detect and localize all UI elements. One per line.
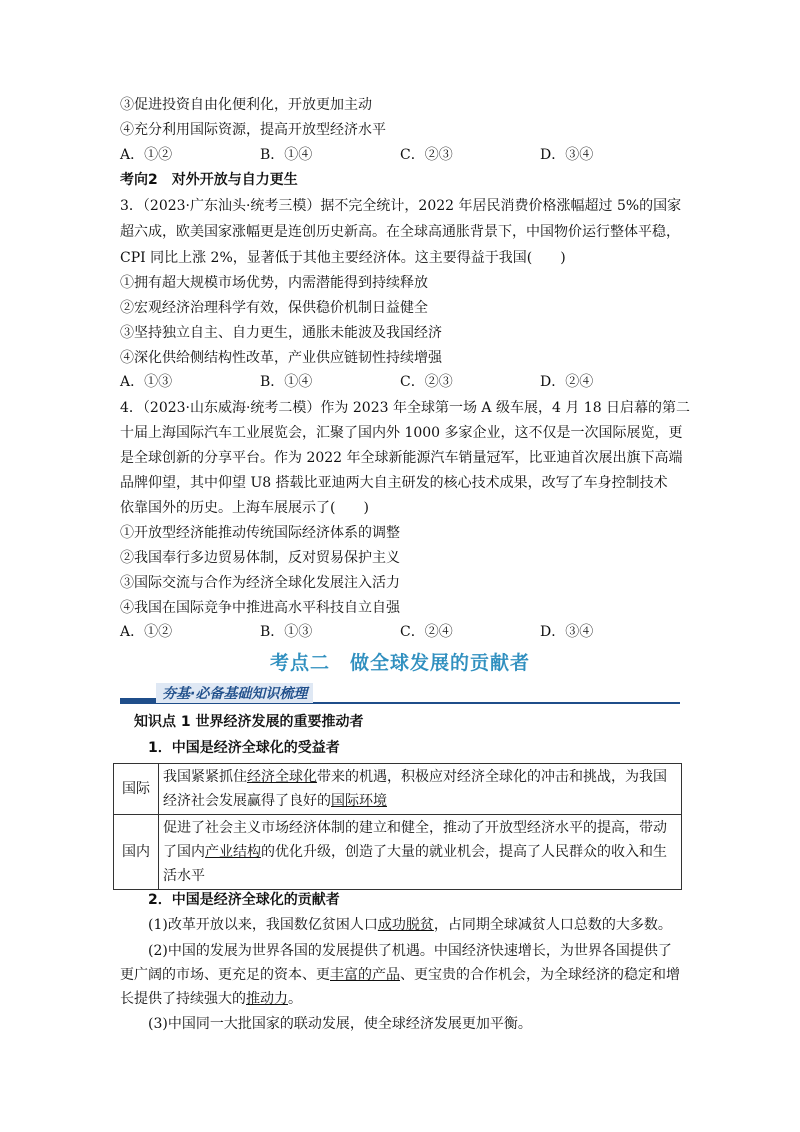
text-segment: 。 [288, 991, 302, 1007]
text-segment: (2)中国的发展为世界各国的发展提供了机遇。中国经济快速增长，为世界各国提供了更广阔的市场、更充足的资本、更 [120, 943, 672, 983]
q4-stem-line5: 依靠国外的历史。上海车展展示了( ) [120, 500, 369, 516]
choice-c: C．②③ [400, 147, 453, 163]
q4-choices [120, 622, 680, 642]
q4-option-3: ③国际交流与合作为经济全球化发展注入活力 [120, 575, 400, 591]
choice-d: D．③④ [540, 624, 594, 640]
q4-option-2: ②我国奉行多边贸易体制，反对贸易保护主义 [120, 550, 400, 566]
underlined-term: 国际环境 [331, 793, 387, 809]
choice-a: A．①② [120, 624, 173, 640]
choice-b: B．①③ [260, 624, 313, 640]
paragraph-3: (3)中国同一大批国家的联动发展，使全球经济发展更加平衡。 [148, 1016, 532, 1032]
foundation-banner [120, 683, 360, 705]
choice-d: D．②④ [540, 374, 594, 390]
knowledge-point-1-title: 知识点 1 世界经济发展的重要推动者 [134, 714, 364, 730]
q3-choices [120, 372, 680, 392]
underlined-term: 成功脱贫 [377, 917, 434, 933]
table-row [114, 815, 682, 890]
q3-stem-line1: 3．（2023·广东汕头·统考三模）据不完全统计，2022 年居民消费价格涨幅超过 5%的国家 [120, 198, 682, 214]
row-head-domestic: 国内 [114, 815, 159, 890]
row-content-domestic [159, 815, 682, 890]
underlined-term: 推动力 [246, 991, 288, 1007]
banner-bar [120, 698, 158, 704]
section-title: 考点二 做全球发展的贡献者 [269, 652, 530, 674]
choice-b: B．①④ [260, 374, 313, 390]
q3-option-3: ③坚持独立自主、自力更生，通胀未能波及我国经济 [120, 325, 442, 341]
q4-option-1: ①开放型经济能推动传统国际经济体系的调整 [120, 525, 400, 541]
q4-stem-line3: 是全球创新的分享平台。作为 2022 年全球新能源汽车销量冠军，比亚迪首次展出旗下高端 [120, 450, 683, 466]
paragraph-2 [120, 939, 682, 1011]
direction-2-heading: 考向2 对外开放与自力更生 [120, 172, 298, 188]
choice-a: A．①③ [120, 374, 173, 390]
row-content-international [159, 764, 682, 815]
q4-stem-line1: 4．（2023·山东威海·统考二模）作为 2023 年全球第一场 A 级车展，4 月 18 日启幕的第二 [120, 400, 691, 416]
table-row [114, 764, 682, 815]
text-segment: 我国紧紧抓住 [163, 769, 247, 785]
beneficiary-table [113, 763, 682, 890]
text-segment: 促进了社会主义市场经济体制的建立和健全，推动了开放型经济水平的提高，带动了国内 [163, 820, 667, 860]
q4-stem-line4: 品牌仰望，其中仰望 U8 搭载比亚迪两大自主研发的核心技术成果，改写了车身控制技术 [120, 475, 668, 491]
q3-option-2: ②宏观经济治理科学有效，保供稳价机制日益健全 [120, 300, 428, 316]
q3-stem-line3: CPI 同比上涨 2%，显著低于其他主要经济体。这主要得益于我国( ) [120, 250, 566, 266]
q-prev-choices [120, 145, 680, 165]
choice-d: D．③④ [540, 147, 594, 163]
row-head-international: 国际 [114, 764, 159, 815]
underlined-term: 丰富的产品 [330, 967, 400, 983]
banner-label: 夯基·必备基础知识梳理 [156, 683, 313, 703]
q3-option-1: ①拥有超大规模市场优势，内需潜能得到持续释放 [120, 275, 428, 291]
paragraph-1 [120, 913, 682, 937]
text-segment: 、更宝贵的合作机会，为全球经济的稳定和增长提供了持续强大的 [120, 967, 680, 1007]
choice-c: C．②③ [400, 374, 453, 390]
choice-b: B．①④ [260, 147, 313, 163]
text-segment: (1)改革开放以来，我国数亿贫困人口 [148, 917, 378, 933]
text-segment: 带来的机遇，积极应对经济全球化的冲击和挑战，为我国经济社会发展赢得了良好的 [163, 769, 667, 809]
q4-stem-line2: 十届上海国际汽车工业展览会，汇聚了国内外 1000 多家企业，这不仅是一次国际展览，更 [120, 425, 683, 441]
kp1-subtitle-1: 1．中国是经济全球化的受益者 [148, 740, 340, 756]
choice-c: C．②④ [400, 624, 453, 640]
underlined-term: 经济全球化 [247, 769, 317, 785]
kp1-subtitle-2: 2．中国是经济全球化的贡献者 [148, 892, 340, 908]
text-segment: ，占同期全球减贫人口总数的大多数。 [433, 917, 672, 933]
choice-a: A．①② [120, 147, 173, 163]
q-prev-option-3: ③促进投资自由化便利化，开放更加主动 [120, 97, 372, 113]
q3-stem-line2: 超六成，欧美国家涨幅更是连创历史新高。在全球高通胀背景下，中国物价运行整体平稳， [120, 224, 680, 240]
q-prev-option-4: ④充分利用国际资源，提高开放型经济水平 [120, 122, 386, 138]
text-segment: 的优化升级，创造了大量的就业机会，提高了人民群众的收入和生活水平 [163, 844, 667, 884]
q4-option-4: ④我国在国际竞争中推进高水平科技自立自强 [120, 600, 400, 616]
q3-option-4: ④深化供给侧结构性改革，产业供应链韧性持续增强 [120, 350, 442, 366]
underlined-term: 产业结构 [205, 844, 261, 860]
